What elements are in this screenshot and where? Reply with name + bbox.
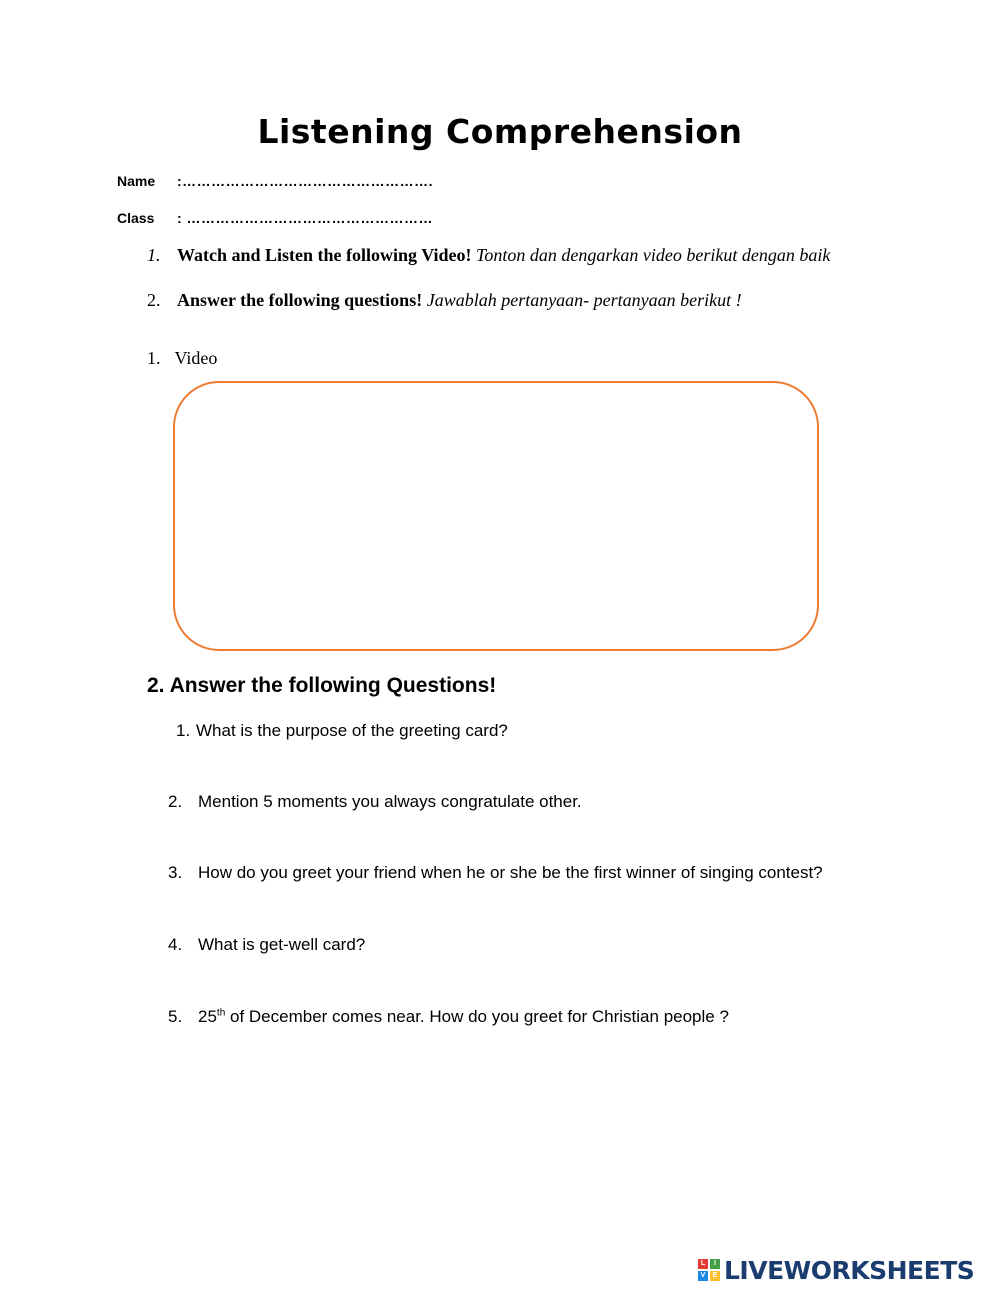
page-title: Listening Comprehension — [257, 112, 743, 151]
name-blank[interactable]: :……………………………………………. — [177, 173, 434, 189]
logo-letter: E — [710, 1271, 720, 1281]
logo-letter: L — [698, 1259, 708, 1269]
instruction-number: 2. — [147, 290, 161, 310]
question-number: 4. — [168, 935, 183, 954]
question-text-ordinal: th — [216, 1007, 226, 1019]
brand-name: LIVEWORKSHEETS — [724, 1255, 975, 1285]
logo-letter: I — [710, 1259, 720, 1269]
question-text — [198, 1007, 729, 1027]
question-number: 5. — [168, 1007, 183, 1026]
video-number: 1. — [147, 348, 161, 368]
liveworksheets-logo — [698, 1255, 974, 1285]
question-number: 1. — [176, 721, 191, 740]
instruction-translation: Jawablah pertanyaan- pertanyaan berikut ! — [426, 290, 742, 310]
question-number: 3. — [168, 863, 183, 882]
question-text: What is the purpose of the greeting card? — [196, 721, 508, 740]
question-text-day: 25 — [198, 1007, 217, 1026]
instruction-1 — [147, 244, 867, 266]
logo-letter: V — [698, 1271, 708, 1281]
question-text-rest: of December comes near. How do you greet for Christian people ? — [225, 1007, 729, 1026]
instruction-2 — [147, 289, 867, 311]
instruction-number: 1. — [147, 245, 161, 265]
logo-icon — [698, 1259, 720, 1281]
video-label: Video — [174, 348, 218, 368]
instruction-translation: Tonton dan dengarkan video berikut dengan baik — [476, 245, 831, 265]
video-heading — [147, 348, 217, 369]
question-number: 2. — [168, 792, 183, 811]
question-text: What is get-well card? — [198, 935, 366, 954]
class-field — [117, 210, 433, 226]
name-field — [117, 173, 433, 189]
question-text: Mention 5 moments you always congratulate other. — [198, 792, 582, 811]
video-frame[interactable] — [173, 381, 819, 651]
instruction-bold: Watch and Listen the following Video! — [177, 245, 472, 265]
instruction-bold: Answer the following questions! — [177, 290, 423, 310]
class-blank[interactable]: : …………………………………………… — [177, 210, 434, 226]
section-title: 2. Answer the following Questions! — [147, 674, 497, 697]
question-text: How do you greet your friend when he or she be the first winner of singing contest? — [198, 863, 823, 882]
name-label: Name — [117, 173, 156, 189]
class-label: Class — [117, 210, 155, 226]
